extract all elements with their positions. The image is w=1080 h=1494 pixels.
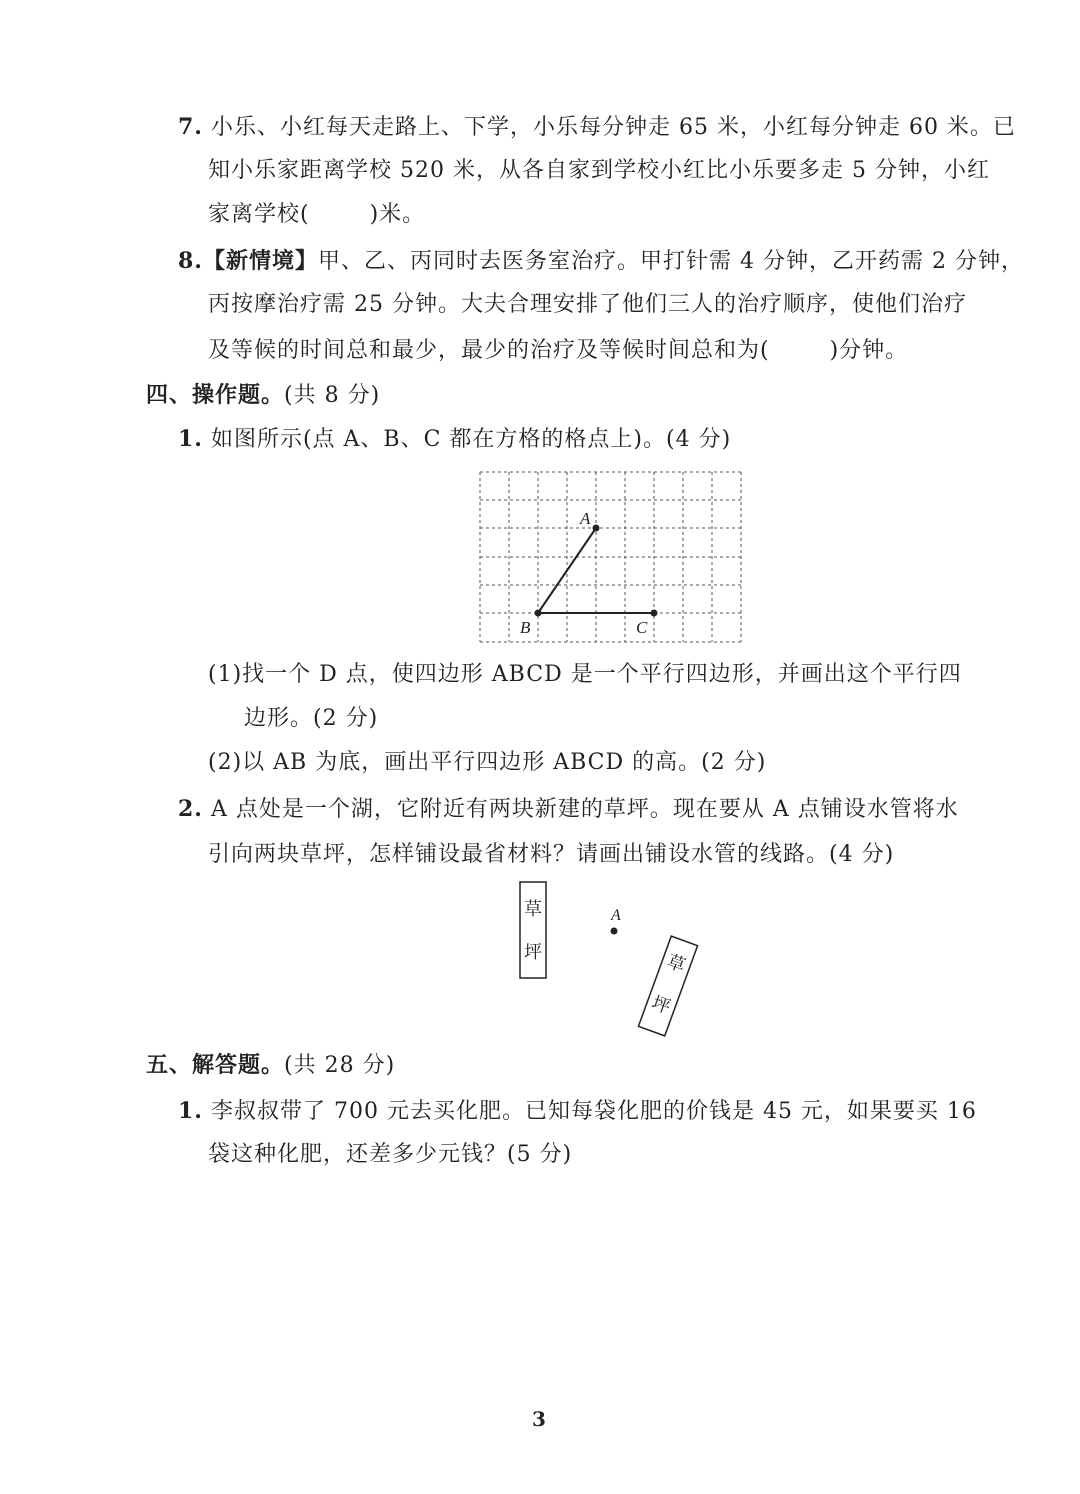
page-number: 3 — [532, 1407, 547, 1431]
q8-line-3 — [208, 336, 908, 366]
point-a — [593, 525, 600, 532]
lake-point-label: A — [611, 907, 621, 924]
section-5-points: (共 28 分) — [284, 1053, 396, 1078]
q7-text-3b: )米。 — [369, 202, 426, 227]
section-4-title: 四、操作题。 — [146, 382, 285, 408]
q7-line-2: 知小乐家距离学校 520 米，从各自家到学校小红比小乐要多走 5 分钟，小红 — [208, 158, 990, 183]
section-4-points: (共 8 分) — [284, 383, 381, 408]
q7-number: 7. — [178, 114, 203, 140]
s4q1-line — [178, 424, 731, 455]
s4q1-sub1-line-2: 边形。(2 分) — [244, 706, 379, 731]
q8-text-3a: 及等候的时间总和最少，最少的治疗及等候时间总和为( — [208, 338, 770, 363]
lawn-left-char-1: 草 — [524, 899, 542, 920]
s4q1-sub2: (2)以 AB 为底，画出平行四边形 ABCD 的高。(2 分) — [208, 750, 767, 775]
lawn-right-char-2: 坪 — [648, 992, 674, 1019]
grid-figure[interactable] — [470, 462, 750, 650]
label-b: B — [520, 618, 531, 637]
lake-lawn-figure[interactable] — [500, 870, 720, 1040]
q7-text-3a: 家离学校( — [208, 202, 310, 227]
label-a: A — [580, 509, 591, 528]
point-b — [535, 610, 542, 617]
s4q2-number: 2. — [178, 796, 203, 822]
lake-point-a — [611, 928, 618, 935]
s4q2-line-1 — [178, 794, 959, 825]
s4q2-line-2: 引向两块草坪，怎样铺设最省材料？请画出铺设水管的线路。(4 分) — [208, 842, 895, 867]
q8-text-1: 甲、乙、丙同时去医务室治疗。甲打针需 4 分钟，乙开药需 2 分钟， — [317, 249, 1024, 274]
q7-text-1: 小乐、小红每天走路上、下学，小乐每分钟走 65 米，小红每分钟走 60 米。已 — [210, 115, 1016, 140]
lawn-left-char-2: 坪 — [524, 942, 542, 963]
label-c: C — [636, 618, 648, 637]
q8-tag: 【新情境】 — [202, 248, 318, 274]
s4q1-text: 如图所示(点 A、B、C 都在方格的格点上)。(4 分) — [210, 427, 732, 452]
s4q1-sub1-line-1: (1)找一个 D 点，使四边形 ABCD 是一个平行四边形，并画出这个平行四 — [208, 662, 962, 687]
q8-text-3b: )分钟。 — [829, 338, 909, 363]
q8-number: 8. — [178, 248, 203, 274]
q7-line-1 — [178, 112, 1016, 143]
section-5-title: 五、解答题。 — [146, 1052, 285, 1078]
lawn-left — [520, 882, 546, 978]
lawn-right — [638, 936, 697, 1036]
dashed-grid — [480, 472, 741, 642]
s5q1-number: 1. — [178, 1098, 203, 1124]
s5q1-line-2: 袋这种化肥，还差多少元钱？(5 分) — [208, 1142, 573, 1167]
s5q1-text-1: 李叔叔带了 700 元去买化肥。已知每袋化肥的价钱是 45 元，如果要买 16 — [210, 1099, 977, 1124]
s5q1-line-1 — [178, 1096, 977, 1127]
lawn-right-char-1: 草 — [663, 950, 689, 977]
section-5-heading — [146, 1050, 395, 1081]
q8-line-2: 丙按摩治疗需 25 分钟。大夫合理安排了他们三人的治疗顺序，使他们治疗 — [208, 292, 967, 317]
s4q1-number: 1. — [178, 426, 203, 452]
q8-line-1 — [178, 246, 1024, 277]
s4q2-text-1: A 点处是一个湖，它附近有两块新建的草坪。现在要从 A 点铺设水管将水 — [210, 797, 959, 822]
q7-line-3 — [208, 200, 425, 230]
answer-space[interactable] — [208, 1185, 1008, 1375]
section-4-heading — [146, 380, 380, 411]
point-c — [651, 610, 658, 617]
